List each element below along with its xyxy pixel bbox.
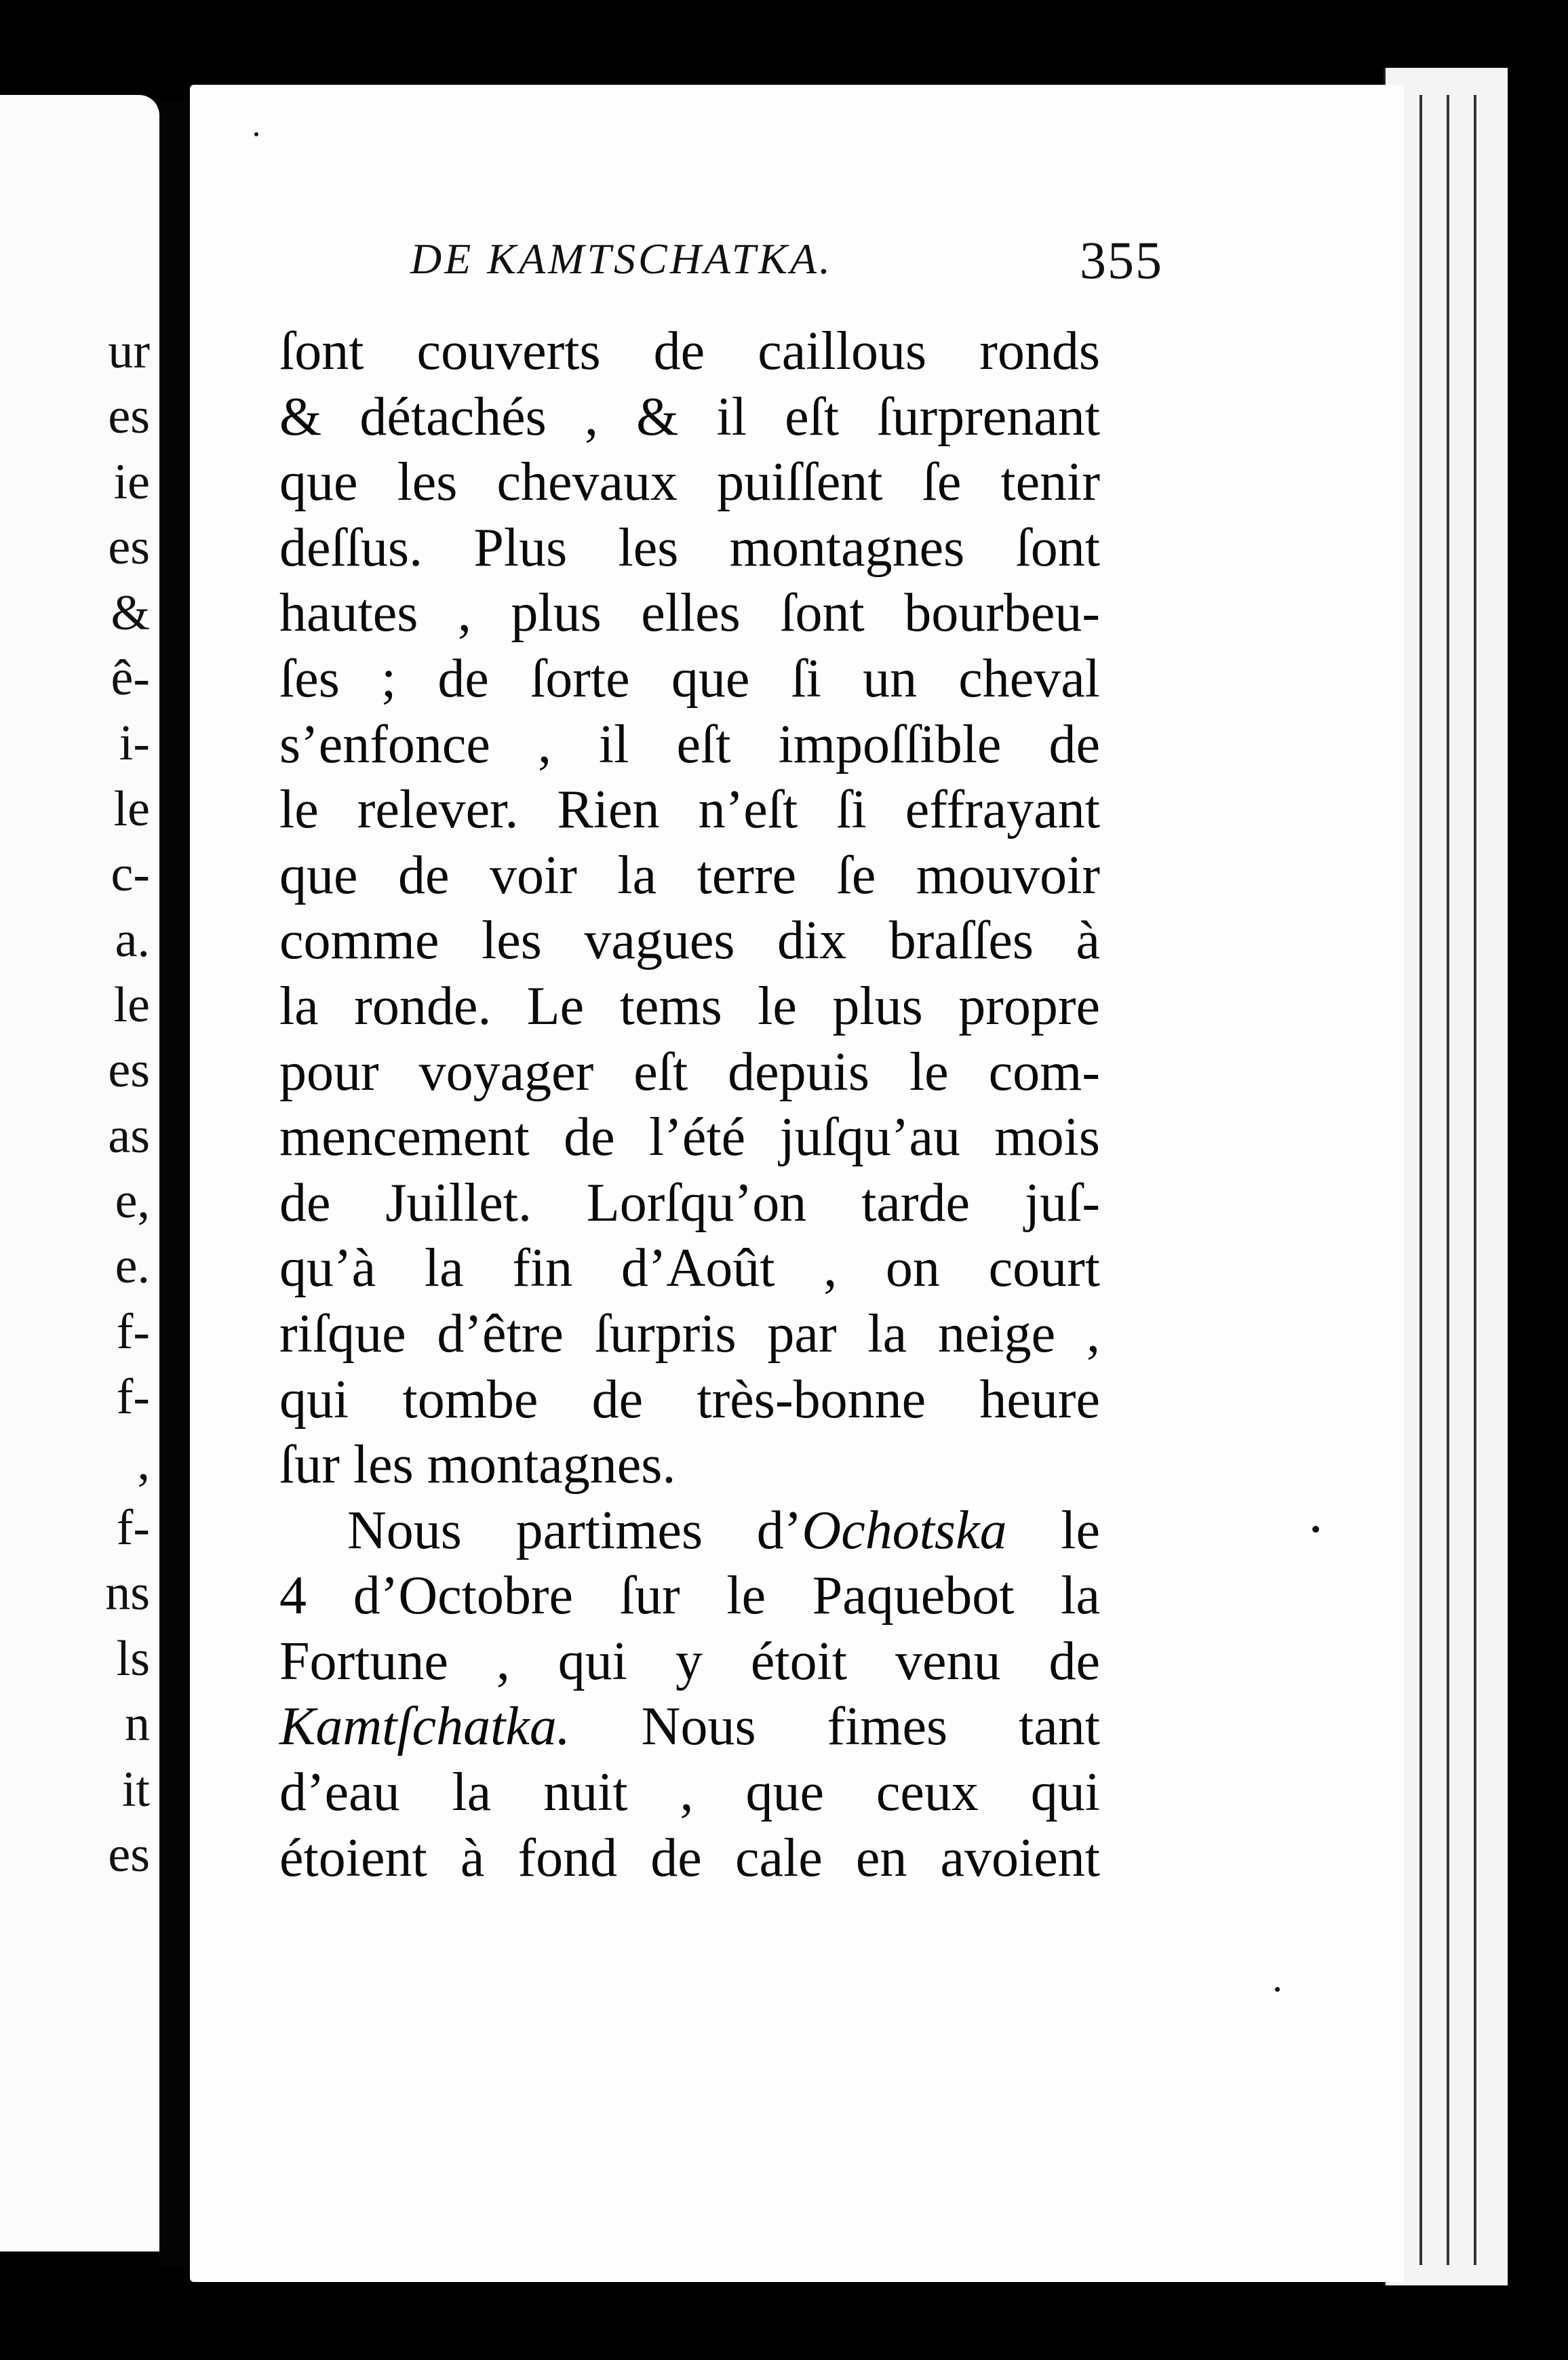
fragment: f- [116,1303,150,1360]
fragment: ls [116,1630,150,1687]
text-line: d’eau la nuit , que ceux qui [279,1763,1100,1823]
page-header [410,231,1163,315]
text-line: 4 d’Octobre ſur le Paquebot la [279,1566,1100,1626]
previous-page-edge [0,95,159,2251]
text-line: étoient à fond de cale en avoient [279,1828,1100,1888]
text-line: que les chevaux puiſſent ſe tenir [279,452,1100,513]
fragment: e, [115,1173,150,1230]
text-run: Nous partimes d’ [347,1500,802,1560]
fragment: ns [105,1565,150,1621]
fragment: a. [115,911,150,968]
place-name: Kamtſchatka. [279,1697,570,1757]
text-line: s’enfonce , il eſt impoſſible de [279,714,1100,774]
place-name: Ochotska [802,1500,1007,1560]
text-line: la ronde. Le tems le plus propre [279,976,1100,1036]
text-line: de Juillet. Lorſqu’on tarde juſ- [279,1173,1100,1233]
fragment: f- [116,1369,150,1425]
page-edge-line [1474,95,1476,2265]
fragment: c- [111,846,150,903]
text-run: Nous fimes tant [570,1697,1100,1757]
fragment: ie [113,454,150,510]
text-line: Fortune , qui y étoit venu de [279,1631,1100,1691]
text-line: & détachés , & il eſt ſurprenant [279,387,1100,447]
text-line: comme les vagues dix braſſes à [279,911,1100,971]
text-line: ſes ; de ſorte que ſi un cheval [279,648,1100,709]
text-line: le relever. Rien n’eſt ſi effrayant [279,780,1100,840]
fragment: e. [115,1238,150,1295]
running-head: DE KAMTSCHATKA. [410,235,833,283]
page-edge-line [1447,95,1449,2265]
page-number: 355 [1080,231,1163,290]
scan-speck [254,132,258,136]
fragment: f- [116,1500,150,1556]
fragment: n [125,1696,150,1752]
text-line: que de voir la terre ſe mouvoir [279,845,1100,905]
fragment: le [113,977,150,1033]
paragraph-start-line [279,1498,1100,1564]
page-edge-line [1419,95,1422,2265]
fragment: & [111,585,150,641]
text-line: deſſus. Plus les montagnes ſont [279,517,1100,578]
text-line [279,1694,1100,1760]
text-run: le [1006,1500,1101,1560]
fragment: es [108,1042,150,1099]
text-line: riſque d’être ſurpris par la neige , [279,1303,1100,1364]
text-line: mencement de l’été juſqu’au mois [279,1107,1100,1168]
fragment: es [108,519,150,576]
fragment: ê- [111,650,150,706]
fragment: ur [108,323,150,379]
text-line: qu’à la fin d’Août , on court [279,1238,1100,1299]
fragment: as [108,1107,150,1164]
fragment: es [108,389,150,445]
text-line: ſur les montagnes. [279,1435,676,1495]
fragment: i- [119,715,150,772]
body-text [279,319,1100,1891]
fragment: , [137,1434,150,1491]
text-line: pour voyager eſt depuis le com- [279,1042,1100,1102]
fragment: it [121,1761,150,1817]
text-line: qui tombe de très-bonne heure [279,1369,1100,1430]
text-line: hautes , plus elles ſont bourbeu- [279,583,1100,644]
text-line: ſont couverts de caillous ronds [279,321,1100,381]
fragment: es [108,1826,150,1883]
fragment: le [113,781,150,837]
scan-speck [1312,1526,1319,1533]
previous-page-text-fragments [0,319,159,1887]
scan-speck [1275,1987,1280,1992]
